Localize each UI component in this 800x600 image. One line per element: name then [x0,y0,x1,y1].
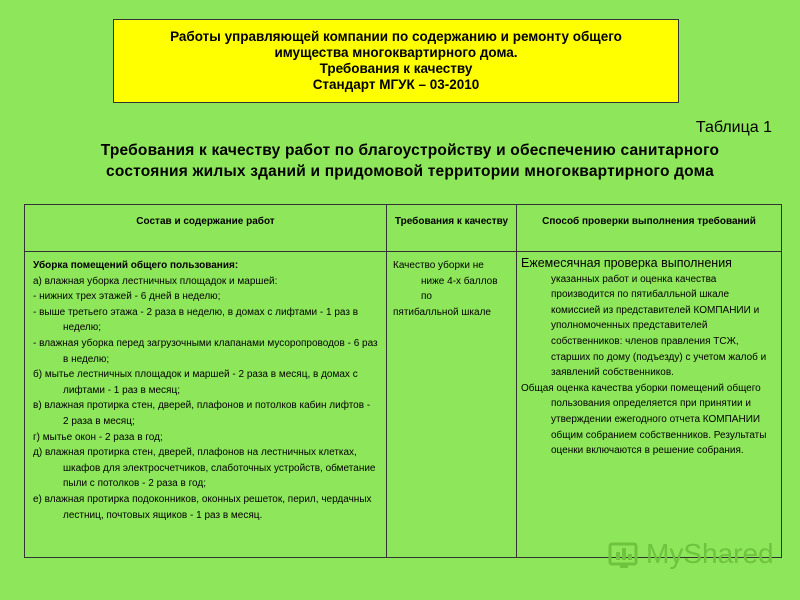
list-item: а) влажная уборка лестничных площадок и маршей: [33,275,278,287]
header-verification: Способ проверки выполнения требований [517,205,782,252]
cleaning-title: Уборка помещений общего пользования: [33,260,239,271]
table-number: Таблица 1 [695,119,772,136]
quality-line-4: пятибалльной шкале [393,306,491,318]
verification-para-1: указанных работ и оценка качества производится по пятибалльной шкале комиссией из представителей КОМПАНИИ и уполномоченных представителей собственников: членов правления ТСЖ, старших по дому (подъезду) с учетом жалоб и заявлений собственников. [551,273,767,379]
heading-line-2: состояния жилых зданий и придомовой территории многоквартирного дома [106,163,714,180]
quality-cell [387,252,517,558]
quality-line-3: по [421,291,432,303]
verification-para-2: Общая оценка качества уборки помещений общего пользования определяется при принятии и утверждении ежегодного отчета КОМПАНИИ общим собранием собственников. Результаты оценки включаются в решение собрания. [521,382,767,457]
list-item: е) влажная протирка подоконников, оконных решеток, перил, чердачных лестниц, почтовых ящиков - 1 раз в месяц. [33,493,372,521]
list-item: - влажная уборка перед загрузочными клапанами мусоропроводов - 6 раз в неделю; [33,337,378,365]
table-header-row [25,205,782,252]
banner-line-4: Стандарт МГУК – 03-2010 [312,77,480,92]
verification-lead: Ежемесячная проверка выполнения [521,256,732,270]
table-row [25,252,782,558]
heading-line-1: Требования к качеству работ по благоустройству и обеспечению санитарного [100,142,720,159]
quality-line-1: Качество уборки не [393,260,484,271]
myshared-logo-icon [608,538,640,570]
header-composition: Состав и содержание работ [25,205,387,252]
quality-line-2: ниже 4-х баллов [421,275,498,287]
watermark-text: MyShared [646,538,774,569]
list-item: в) влажная протирка стен, дверей, плафонов и потолков кабин лифтов - 2 раза в месяц; [33,400,371,427]
verification-cell [517,252,782,558]
myshared-watermark [608,536,774,572]
list-item: г) мытье окон - 2 раза в год; [33,431,163,443]
title-banner [113,19,679,103]
list-item: - нижних трех этажей - 6 дней в неделю; [33,291,221,303]
list-item: б) мытье лестничных площадок и маршей - 2 раза в месяц, в домах с лифтами - 1 раз в месяц; [33,369,358,396]
header-quality: Требования к качеству [387,205,517,252]
list-item: д) влажная протирка стен, дверей, плафонов на лестничных клетках, шкафов для электросчетчиков, слаботочных устройств, обметание пыли с потолков - 2 раза в год; [33,447,376,490]
composition-cell [25,252,387,558]
requirements-table [24,204,782,558]
page-heading [40,140,780,182]
banner-line-3: Требования к качеству [319,61,473,76]
banner-line-1: Работы управляющей компании по содержанию и ремонту общего [170,29,622,44]
banner-line-2: имущества многоквартирного дома. [274,45,518,60]
list-item: - выше третьего этажа - 2 раза в неделю, в домах с лифтами - 1 раз в неделю; [33,306,359,334]
